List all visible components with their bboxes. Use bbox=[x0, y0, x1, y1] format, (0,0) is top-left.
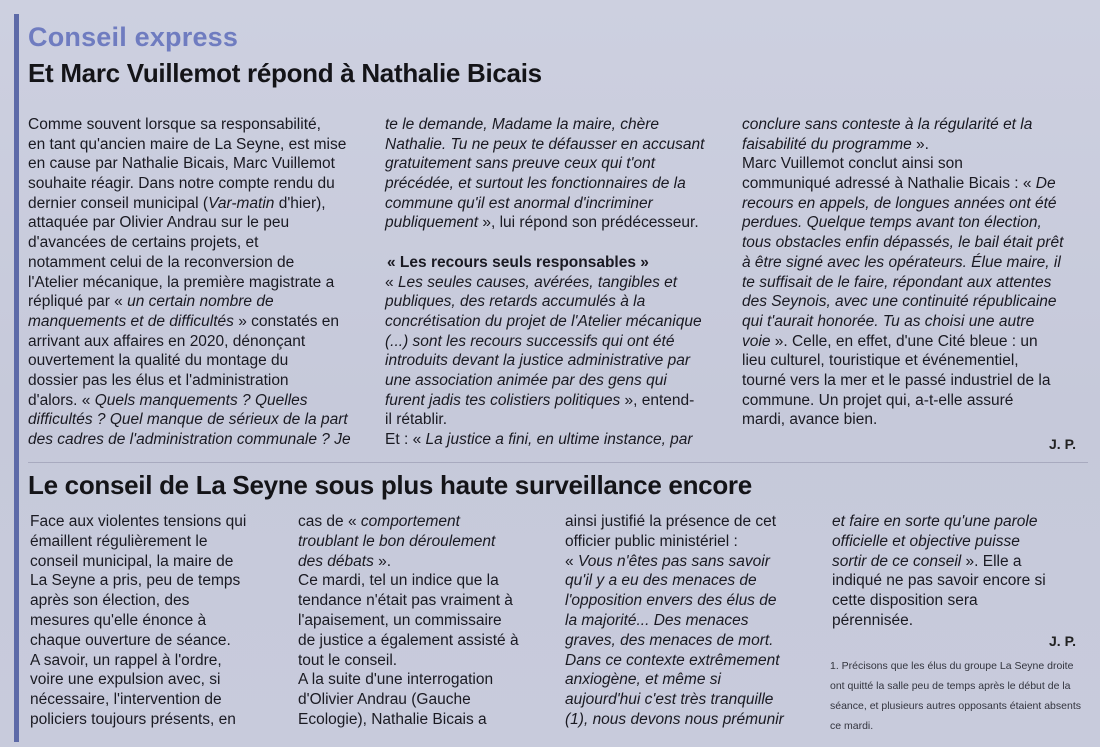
article2-col1-line: mesures qu'elle énonce à bbox=[30, 611, 207, 629]
article1-col3-line: te suffisait de le faire, répondant aux attentes bbox=[742, 273, 1052, 291]
article1-col1-line: notamment celui de la reconversion de bbox=[28, 253, 295, 271]
article1-col1-line: Comme souvent lorsque sa responsabilité, bbox=[28, 116, 321, 133]
article2-col2-line: Ecologie), Nathalie Bicais a bbox=[298, 710, 487, 728]
section-kicker: Conseil express bbox=[28, 22, 239, 52]
article1-col1-line: l'Atelier mécanique, la première magistrate a bbox=[28, 273, 335, 291]
article2-col1-line: A savoir, un rappel à l'ordre, bbox=[30, 651, 222, 669]
article2-col4-line: indiqué ne pas savoir encore si bbox=[832, 572, 1046, 590]
section-accent-bar bbox=[14, 14, 19, 742]
article2-col3-line: l'opposition envers des élus de bbox=[565, 592, 777, 610]
article2-col3-line: « Vous n'êtes pas sans savoir bbox=[565, 552, 770, 570]
article1-col1-line: arrivant aux affaires en 2020, dénonçant bbox=[28, 332, 306, 350]
article2-col3-line: officier public ministériel : bbox=[565, 532, 738, 550]
article2-col2-line: Ce mardi, tel un indice que la bbox=[298, 572, 499, 590]
article1-col2-line: gratuitement sans preuve ceux qui t'ont bbox=[385, 155, 656, 173]
article1-col1-line: dossier pas les élus et l'administration bbox=[28, 371, 289, 389]
article1-signature: J. P. bbox=[1049, 436, 1076, 452]
article1-headline: Et Marc Vuillemot répond à Nathalie Bicais bbox=[28, 58, 542, 88]
article2-column-1 bbox=[30, 512, 246, 730]
article1-col1-line: attaquée par Olivier Andrau sur le peu bbox=[28, 214, 290, 232]
article1-col3-line: tourné vers la mer et le passé industriel de la bbox=[742, 371, 1051, 389]
article1-col2-line: furent jadis tes colistiers politiques », entend- bbox=[385, 391, 695, 409]
article2-col2-line: de justice a également assisté à bbox=[298, 631, 519, 649]
article1-col3-line: communiqué adressé à Nathalie Bicais : « De bbox=[742, 175, 1056, 193]
article1-col3-line: voie ». Celle, en effet, d'une Cité bleue : un bbox=[742, 332, 1038, 350]
article1-col1-line: en cause par Nathalie Bicais, Marc Vuillemot bbox=[28, 155, 335, 173]
article-divider bbox=[28, 462, 1088, 463]
article1-column-1 bbox=[28, 115, 351, 450]
article2-col2-line: cas de « comportement bbox=[298, 513, 460, 530]
article2-col1-line: Face aux violentes tensions qui bbox=[30, 513, 247, 530]
article1-col1-line: souhaite réagir. Dans notre compte rendu du bbox=[28, 175, 335, 193]
article1-col1-line: difficultés ? Quel manque de sérieux de la part bbox=[28, 411, 348, 429]
article2-col1-line: conseil municipal, la maire de bbox=[30, 552, 234, 570]
article1-column-3 bbox=[742, 115, 1063, 430]
article1-col2-line: « Les seules causes, avérées, tangibles et bbox=[385, 273, 678, 291]
article2-col2-line: tout le conseil. bbox=[298, 651, 398, 669]
article1-col2-line: Nathalie. Tu ne peux te défausser en accusant bbox=[385, 135, 705, 153]
article2-col3-line: anxiogène, et même si bbox=[565, 671, 721, 689]
article1-col3-line: perdues. Quelque temps avant ton élection, bbox=[742, 214, 1042, 232]
article2-footnote bbox=[830, 656, 1081, 736]
article2-column-2 bbox=[298, 512, 519, 730]
article2-column-4 bbox=[832, 512, 1046, 631]
article2-col2-line: l'apaisement, un commissaire bbox=[298, 611, 502, 629]
article2-col4-line: et faire en sorte qu'une parole bbox=[832, 513, 1038, 530]
footnote-line: séance, et plusieurs autres opposants étaient absents bbox=[830, 700, 1081, 712]
article2-col4-line: officielle et objective puisse bbox=[832, 532, 1020, 550]
article1-col3-line: Marc Vuillemot conclut ainsi son bbox=[742, 155, 963, 173]
article1-col3-line: mardi, avance bien. bbox=[742, 411, 878, 429]
article2-signature: J. P. bbox=[1049, 633, 1076, 649]
article2-col2-line: A la suite d'une interrogation bbox=[298, 671, 494, 689]
article2-col2-line: tendance n'était pas vraiment à bbox=[298, 592, 513, 610]
article1-col1-line: manquements et de difficultés » constatés en bbox=[28, 312, 340, 330]
article2-col4-line: pérennisée. bbox=[832, 611, 914, 629]
article1-col1-line: d'alors. « Quels manquements ? Quelles bbox=[28, 391, 308, 409]
article1-col3-line: conclure sans conteste à la régularité et la bbox=[742, 116, 1033, 133]
article2-col2-line: des débats ». bbox=[298, 552, 392, 570]
article1-col3-line: qui t'aurait honorée. Tu as choisi une autre bbox=[742, 312, 1035, 330]
article2-headline: Le conseil de La Seyne sous plus haute surveillance encore bbox=[28, 470, 752, 500]
article2-col4-line: sortir de ce conseil ». Elle a bbox=[832, 552, 1022, 570]
article2-col3-line: qu'il y a eu des menaces de bbox=[565, 572, 757, 590]
article2-col1-line: nécessaire, l'intervention de bbox=[30, 691, 222, 709]
article1-col1-line: en tant qu'ancien maire de La Seyne, est mise bbox=[28, 135, 347, 153]
article2-col3-line: ainsi justifié la présence de cet bbox=[565, 513, 777, 530]
article2-col1-line: émaillent régulièrement le bbox=[30, 532, 208, 550]
article1-col3-line: lieu culturel, touristique et événementiel, bbox=[742, 352, 1019, 370]
article1-col1-line: ouvertement la qualité du montage du bbox=[28, 352, 289, 370]
article1-col1-line: d'avancées de certains projets, et bbox=[28, 234, 259, 252]
article1-col2-line: Et : « La justice a fini, en ultime instance, par bbox=[385, 431, 693, 448]
article1-column-2 bbox=[385, 115, 704, 450]
article1-col2-line: une association animée par des gens qui bbox=[385, 371, 667, 389]
article2-col3-line: graves, des menaces de mort. bbox=[565, 631, 774, 649]
article2-col2-line: d'Olivier Andrau (Gauche bbox=[298, 691, 471, 709]
article2-col3-line: (1), nous devons nous prémunir bbox=[565, 710, 784, 728]
article1-col3-line: tous obstacles enfin dépassés, le bail était prêt bbox=[742, 234, 1064, 252]
article1-col2-line bbox=[385, 233, 704, 253]
article1-col1-line: dernier conseil municipal (Var-matin d'hier), bbox=[28, 194, 326, 212]
article2-col1-line: après son élection, des bbox=[30, 592, 190, 610]
article2-col1-line: La Seyne a pris, peu de temps bbox=[30, 572, 241, 590]
article1-col2-line: il rétablir. bbox=[385, 411, 448, 429]
article2-col1-line: voire une expulsion avec, si bbox=[30, 671, 221, 689]
article2-col2-line: troublant le bon déroulement bbox=[298, 532, 496, 550]
footnote-line: 1. Précisons que les élus du groupe La Seyne droite bbox=[830, 660, 1074, 672]
article1-col3-line: commune. Un projet qui, a-t-elle assuré bbox=[742, 391, 1014, 409]
article1-col2-line: précédée, et surtout les fonctionnaires de la bbox=[385, 175, 686, 193]
footnote-line: ce mardi. bbox=[830, 720, 874, 732]
article2-col4-line: cette disposition sera bbox=[832, 592, 978, 610]
article1-col2-line: « Les recours seuls responsables » bbox=[387, 253, 649, 271]
article2-col1-line: policiers toujours présents, en bbox=[30, 710, 236, 728]
article1-col3-line: recours en appels, de longues années ont été bbox=[742, 194, 1057, 212]
article2-col3-line: la majorité... Des menaces bbox=[565, 611, 749, 629]
article2-col1-line: chaque ouverture de séance. bbox=[30, 631, 231, 649]
article2-column-3 bbox=[565, 512, 784, 730]
article1-col2-line: (...) sont les recours successifs qui ont été bbox=[385, 332, 675, 350]
article2-col3-line: aujourd'hui c'est très tranquille bbox=[565, 691, 774, 709]
article1-col2-line: introduits devant la justice administrative par bbox=[385, 352, 690, 370]
article1-col1-line: des cadres de l'administration communale ? Je bbox=[28, 431, 351, 448]
article1-col2-line: concrétisation du projet de l'Atelier mécanique bbox=[385, 312, 702, 330]
article1-col2-line: te le demande, Madame la maire, chère bbox=[385, 116, 659, 133]
article1-col3-line: des Seynois, avec une continuité républicaine bbox=[742, 293, 1057, 311]
article2-col3-line: Dans ce contexte extrêmement bbox=[565, 651, 780, 669]
article1-col1-line: répliqué par « un certain nombre de bbox=[28, 293, 274, 311]
footnote-line: ont quitté la salle peu de temps après le début de la bbox=[830, 680, 1071, 692]
article1-col2-line: publiques, des retards accumulés à la bbox=[385, 293, 646, 311]
article1-col2-line: publiquement », lui répond son prédécesseur. bbox=[385, 214, 699, 232]
article1-col3-line: à être signé avec les opérateurs. Élue maire, il bbox=[742, 253, 1061, 271]
article1-col3-line: faisabilité du programme ». bbox=[742, 135, 929, 153]
article1-col2-line: commune qu'il est anormal d'incriminer bbox=[385, 194, 653, 212]
